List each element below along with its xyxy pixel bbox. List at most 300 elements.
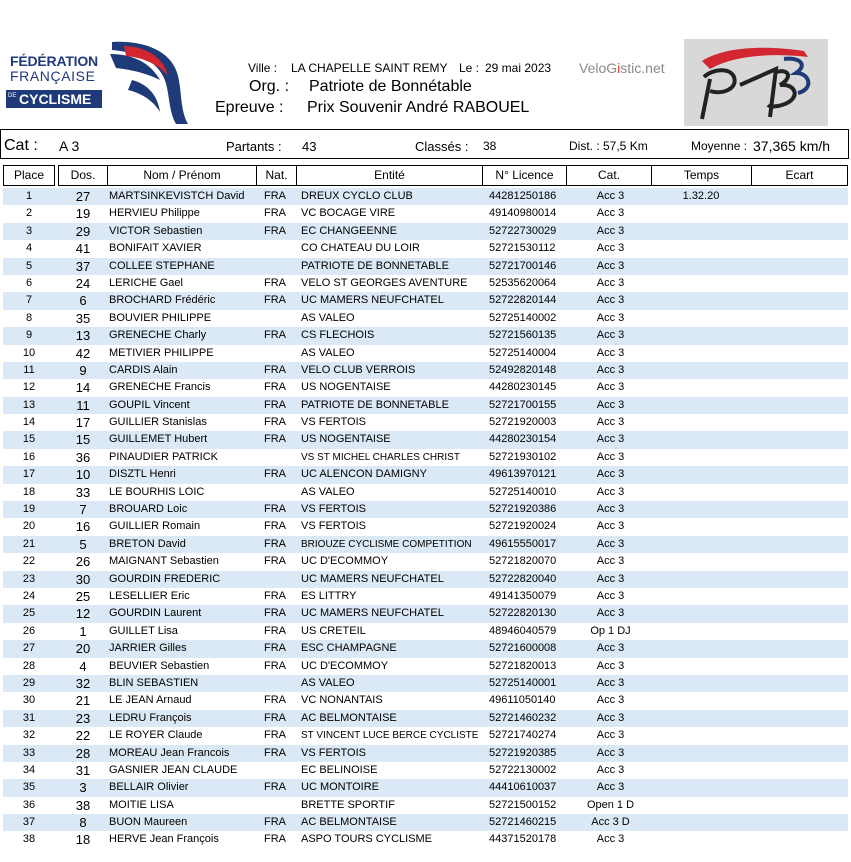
cell-licence-number: 52721500152 [489, 798, 557, 811]
cell-category: Acc 3 [596, 433, 625, 446]
table-row [3, 362, 848, 379]
ffc-swoosh-icon [102, 40, 192, 126]
col-time: Temps [651, 165, 752, 186]
cell-place: 1 [25, 190, 33, 202]
cell-bib-number: 19 [75, 206, 91, 222]
cell-nationality: FRA [264, 537, 286, 550]
cell-nationality: FRA [264, 381, 286, 394]
cell-nationality: FRA [264, 781, 286, 794]
pb-monogram-icon [684, 39, 828, 126]
cell-nationality: FRA [264, 294, 286, 307]
cell-bib-number: 6 [79, 293, 87, 309]
cell-category: Acc 3 [596, 381, 625, 394]
cell-bib-number: 26 [75, 554, 91, 570]
table-row [3, 449, 848, 466]
cell-nationality: FRA [264, 329, 286, 342]
col-licence: N° Licence [482, 165, 567, 186]
cell-club: AS VALEO [301, 346, 355, 359]
cell-club: US CRETEIL [301, 624, 366, 637]
cell-rider-name: GOURDIN Laurent [109, 607, 202, 620]
cell-nationality: FRA [264, 833, 286, 846]
cell-bib-number: 17 [75, 415, 91, 431]
cell-rider-name: METIVIER PHILIPPE [109, 346, 214, 359]
cell-category: Acc 3 [596, 520, 625, 533]
cell-bib-number: 1 [79, 623, 87, 639]
cell-bib-number: 35 [75, 310, 91, 326]
cell-bib-number: 14 [75, 380, 91, 396]
cell-club: BRIOUZE CYCLISME COMPETITION [301, 538, 472, 550]
velogistic-brand [579, 60, 665, 76]
cell-category: Acc 3 [596, 537, 625, 550]
cell-licence-number: 49611050140 [489, 694, 556, 707]
partants-label: Partants : [226, 139, 282, 154]
classes-label: Classés : [415, 139, 469, 154]
cell-nationality: FRA [264, 816, 286, 829]
cell-place: 25 [22, 607, 36, 620]
cell-club: AC BELMONTAISE [301, 711, 397, 724]
cell-place: 13 [22, 398, 36, 411]
cell-club: ASPO TOURS CYCLISME [301, 833, 433, 846]
cell-licence-number: 52721460215 [489, 816, 557, 829]
cell-nationality: FRA [264, 276, 286, 289]
table-row [3, 553, 848, 570]
cell-club: UC MAMERS NEUFCHATEL [301, 294, 444, 307]
cell-place: 14 [22, 416, 36, 429]
table-row [3, 292, 848, 309]
cell-category: Acc 3 [596, 833, 625, 846]
cell-place: 6 [25, 276, 33, 289]
cell-rider-name: LERICHE Gael [109, 276, 183, 289]
cell-licence-number: 48946040579 [489, 624, 557, 637]
cell-licence-number: 52721530112 [489, 242, 556, 255]
cell-category: Acc 3 [596, 711, 625, 724]
cat-value: A 3 [59, 138, 80, 154]
cell-club: DREUX CYCLO CLUB [301, 190, 413, 202]
results-table-body [3, 188, 848, 849]
cell-rider-name: GRENECHE Charly [109, 329, 207, 342]
cell-bib-number: 25 [75, 588, 91, 604]
cell-licence-number: 52721700146 [489, 259, 557, 272]
cell-rider-name: BEUVIER Sebastien [109, 659, 210, 672]
table-row [3, 518, 848, 535]
cell-club: ESC CHAMPAGNE [301, 642, 397, 655]
table-row [3, 345, 848, 362]
cell-bib-number: 24 [75, 275, 91, 291]
cell-rider-name: LE ROYER Claude [109, 729, 203, 742]
cell-bib-number: 9 [79, 362, 87, 378]
cell-nationality: FRA [264, 589, 286, 602]
cell-licence-number: 49613970121 [489, 468, 557, 481]
cell-club: VS FERTOIS [301, 503, 367, 516]
cell-licence-number: 44410610037 [489, 781, 557, 794]
cell-category: Acc 3 [596, 450, 625, 463]
cell-category: Acc 3 [596, 746, 625, 759]
cell-category: Acc 3 [596, 242, 625, 255]
patriote-bonnetable-logo [684, 39, 828, 126]
cell-place: 12 [22, 381, 36, 394]
cell-club: UC MAMERS NEUFCHATEL [301, 572, 444, 585]
cell-category: Acc 3 [596, 572, 625, 585]
cell-category: Acc 3 [596, 694, 625, 707]
cell-club: VC NONANTAIS [301, 694, 383, 707]
table-row [3, 762, 848, 779]
logo-line2: FRANÇAISE [10, 68, 96, 84]
cell-place: 24 [22, 589, 36, 602]
table-row [3, 466, 848, 483]
cell-bib-number: 11 [76, 397, 90, 413]
cell-licence-number: 52722820040 [489, 572, 557, 585]
cell-club: EC BELINOISE [301, 763, 378, 776]
table-row [3, 623, 848, 640]
cell-licence-number: 52722820144 [489, 294, 557, 307]
cell-bib-number: 37 [75, 258, 91, 274]
cell-club: US NOGENTAISE [301, 381, 391, 394]
col-cat: Cat. [566, 165, 652, 186]
table-row [3, 692, 848, 709]
cell-bib-number: 27 [75, 189, 91, 204]
cell-bib-number: 20 [75, 641, 91, 657]
cell-club: UC MONTOIRE [301, 781, 380, 794]
cell-place: 2 [25, 207, 33, 220]
cell-licence-number: 49140980014 [489, 207, 557, 220]
cell-place: 3 [25, 224, 33, 237]
cell-rider-name: CARDIS Alain [109, 363, 178, 376]
cell-rider-name: GUILLEMET Hubert [109, 433, 208, 446]
cell-category: Acc 3 [596, 329, 625, 342]
table-row [3, 397, 848, 414]
table-row [3, 814, 848, 831]
cell-bib-number: 42 [75, 345, 91, 361]
cell-place: 28 [22, 659, 36, 672]
cell-club: VS FERTOIS [301, 520, 367, 533]
cell-nationality: FRA [264, 694, 286, 707]
cell-rider-name: GASNIER JEAN CLAUDE [109, 763, 238, 776]
org-value: Patriote de Bonnétable [309, 78, 472, 95]
cell-bib-number: 36 [75, 449, 91, 465]
table-row [3, 379, 848, 396]
cell-nationality: FRA [264, 503, 286, 516]
col-nat: Nat. [256, 165, 297, 186]
cell-category: Op 1 DJ [590, 624, 631, 637]
cell-rider-name: GOURDIN FREDERIC [109, 572, 221, 585]
table-row [3, 745, 848, 762]
table-row [3, 779, 848, 796]
cell-nationality: FRA [264, 555, 286, 568]
col-name: Nom / Prénom [107, 165, 257, 186]
cell-category: Acc 3 [596, 416, 625, 429]
cell-bib-number: 7 [79, 502, 87, 518]
cell-licence-number: 52721820070 [489, 555, 557, 568]
cell-nationality: FRA [264, 207, 286, 220]
cell-club: PATRIOTE DE BONNETABLE [301, 398, 449, 411]
cell-nationality: FRA [264, 624, 286, 637]
ville-value: LA CHAPELLE SAINT REMY [291, 61, 448, 75]
org-label: Org. : [249, 78, 290, 95]
cell-licence-number: 52721700155 [489, 398, 557, 411]
logo-line1: FÉDÉRATION [10, 53, 98, 69]
cell-rider-name: JARRIER Gilles [109, 642, 187, 655]
cell-place: 5 [25, 259, 33, 272]
cell-place: 17 [22, 468, 36, 481]
cell-place: 15 [22, 433, 36, 446]
cell-category: Acc 3 [596, 468, 625, 481]
cell-nationality: FRA [264, 224, 286, 237]
brand-part2: i [617, 60, 621, 76]
cell-licence-number: 49141350079 [489, 589, 557, 602]
cell-club: VS FERTOIS [301, 416, 367, 429]
cell-bib-number: 28 [75, 745, 91, 761]
cell-place: 23 [22, 572, 36, 585]
logo-line3-prefix: DE [8, 93, 17, 99]
cell-bib-number: 38 [75, 797, 91, 813]
cell-category: Open 1 D [586, 798, 635, 811]
table-row [3, 188, 848, 205]
cell-nationality: FRA [264, 642, 286, 655]
cell-place: 7 [25, 294, 33, 307]
cell-place: 19 [22, 503, 36, 516]
cell-place: 33 [22, 746, 36, 759]
cell-rider-name: LESELLIER Eric [109, 589, 190, 602]
cell-rider-name: HERVE Jean François [109, 833, 219, 846]
cell-category: Acc 3 [596, 659, 625, 672]
cell-licence-number: 52721920024 [489, 520, 557, 533]
cell-bib-number: 13 [75, 328, 91, 344]
cell-club: UC ALENCON DAMIGNY [301, 468, 427, 481]
cell-bib-number: 5 [79, 536, 87, 552]
cell-nationality: FRA [264, 398, 286, 411]
table-row [3, 675, 848, 692]
cell-licence-number: 52721820013 [489, 659, 557, 672]
cell-rider-name: BUON Maureen [109, 816, 188, 829]
cell-category: Acc 3 [596, 207, 625, 220]
cell-rider-name: LE JEAN Arnaud [109, 694, 192, 707]
cell-category: Acc 3 [596, 485, 625, 498]
table-row [3, 588, 848, 605]
table-row [3, 605, 848, 622]
cell-place: 8 [25, 311, 33, 324]
cell-category: Acc 3 [596, 398, 625, 411]
cell-category: Acc 3 [596, 781, 625, 794]
cell-place: 11 [23, 363, 35, 376]
cell-club: VELO ST GEORGES AVENTURE [301, 276, 468, 289]
cell-club: EC CHANGEENNE [301, 224, 397, 237]
cell-place: 22 [22, 555, 36, 568]
cell-licence-number: 52721920385 [489, 746, 557, 759]
cell-place: 29 [22, 676, 36, 689]
table-row [3, 414, 848, 431]
cell-category: Acc 3 [596, 555, 625, 568]
cell-club: AS VALEO [301, 676, 355, 689]
cell-category: Acc 3 [596, 346, 625, 359]
cell-rider-name: GOUPIL Vincent [109, 398, 190, 411]
cell-licence-number: 52725140002 [489, 311, 557, 324]
cell-bib-number: 31 [75, 762, 91, 778]
cell-bib-number: 18 [75, 832, 91, 848]
cell-place: 10 [22, 346, 36, 359]
cell-category: Acc 3 [596, 676, 625, 689]
cell-nationality: FRA [264, 416, 286, 429]
cell-rider-name: HERVIEU Philippe [109, 207, 200, 220]
cell-rider-name: GUILLIER Stanislas [109, 416, 207, 429]
table-row [3, 431, 848, 448]
table-row [3, 536, 848, 553]
cell-rider-name: BOUVIER PHILIPPE [109, 311, 212, 324]
cell-place: 26 [22, 624, 36, 637]
cell-place: 37 [22, 816, 36, 829]
cell-nationality: FRA [264, 746, 286, 759]
results-table-header [3, 165, 848, 186]
cat-label: Cat : [4, 137, 38, 154]
cell-club: US NOGENTAISE [301, 433, 391, 446]
cell-licence-number: 44280230145 [489, 381, 557, 394]
cell-bib-number: 33 [75, 484, 91, 500]
cell-licence-number: 52721930102 [489, 450, 557, 463]
cell-rider-name: BRETON David [109, 537, 186, 550]
cell-bib-number: 15 [75, 432, 91, 448]
table-row [3, 658, 848, 675]
ffc-logo [6, 40, 191, 126]
table-row [3, 275, 848, 292]
cell-place: 21 [22, 537, 36, 550]
cell-club: PATRIOTE DE BONNETABLE [301, 259, 449, 272]
brand-part1: VeloG [579, 60, 618, 76]
cell-licence-number: 49615550017 [489, 537, 557, 550]
cell-nationality: FRA [264, 711, 286, 724]
cell-category: Acc 3 [596, 503, 625, 516]
cell-time: 1.32.20 [682, 190, 720, 202]
cell-bib-number: 32 [75, 675, 91, 691]
table-row [3, 640, 848, 657]
cell-club: VS FERTOIS [301, 746, 367, 759]
cell-place: 30 [22, 694, 36, 707]
table-row [3, 501, 848, 518]
cell-rider-name: GRENECHE Francis [109, 381, 211, 394]
cell-category: Acc 3 [596, 589, 625, 602]
cell-place: 18 [22, 485, 36, 498]
cell-place: 9 [25, 329, 33, 342]
epreuve-value: Prix Souvenir André RABOUEL [307, 99, 530, 116]
cell-club: VS ST MICHEL CHARLES CHRIST [301, 451, 460, 463]
cell-rider-name: BLIN SEBASTIEN [109, 676, 199, 689]
cell-rider-name: COLLEE STEPHANE [109, 259, 215, 272]
cell-bib-number: 12 [75, 606, 91, 622]
cell-bib-number: 30 [75, 571, 91, 587]
cell-club: CS FLECHOIS [301, 329, 375, 342]
cell-club: VELO CLUB VERROIS [301, 363, 416, 376]
cell-club: AS VALEO [301, 485, 355, 498]
table-row [3, 831, 848, 848]
cell-rider-name: MOITIE LISA [109, 798, 174, 811]
cell-club: UC MAMERS NEUFCHATEL [301, 607, 444, 620]
moyenne-value: 37,365 km/h [753, 138, 831, 154]
cell-club: ST VINCENT LUCE BERCE CYCLISTE [301, 730, 479, 742]
brand-part3: stic.net [620, 60, 665, 76]
cell-licence-number: 52721920003 [489, 416, 557, 429]
table-row [3, 258, 848, 275]
table-row [3, 223, 848, 240]
classes-value: 38 [483, 139, 497, 153]
cell-rider-name: GUILLET Lisa [109, 624, 178, 637]
col-dos: Dos. [58, 165, 108, 186]
cell-category: Acc 3 [596, 294, 625, 307]
cell-rider-name: MARTSINKEVISTCH David [109, 190, 245, 202]
cell-licence-number: 52721600008 [489, 642, 557, 655]
cell-rider-name: LEDRU François [109, 711, 192, 724]
cell-category: Acc 3 [596, 607, 625, 620]
cell-category: Acc 3 [596, 763, 625, 776]
cell-licence-number: 52721740274 [489, 729, 557, 742]
date-value: 29 mai 2023 [485, 61, 552, 75]
cell-rider-name: DISZTL Henri [109, 468, 176, 481]
cell-nationality: FRA [264, 468, 286, 481]
cell-place: 34 [22, 763, 36, 776]
cell-rider-name: BROUARD Loic [109, 503, 188, 516]
cell-licence-number: 52721560135 [489, 329, 557, 342]
cell-category: Acc 3 [596, 642, 625, 655]
cell-place: 16 [22, 450, 36, 463]
cell-category: Acc 3 [596, 729, 625, 742]
cell-licence-number: 52725140001 [489, 676, 557, 689]
table-row [3, 710, 848, 727]
cell-licence-number: 52722730029 [489, 224, 557, 237]
cell-category: Acc 3 [596, 190, 625, 202]
cell-club: AS VALEO [301, 311, 355, 324]
table-row [3, 205, 848, 222]
cell-licence-number: 44280230154 [489, 433, 557, 446]
cell-rider-name: MAIGNANT Sebastien [109, 555, 219, 568]
cell-bib-number: 8 [79, 815, 87, 831]
cell-place: 38 [22, 833, 36, 846]
cell-club: BRETTE SPORTIF [301, 798, 395, 811]
cell-licence-number: 52725140004 [489, 346, 557, 359]
ville-label: Ville : [248, 61, 278, 75]
cell-licence-number: 52722130002 [489, 763, 557, 776]
col-gap: Ecart [751, 165, 848, 186]
table-row [3, 327, 848, 344]
cell-category: Acc 3 D [591, 816, 630, 829]
cell-bib-number: 23 [75, 710, 91, 726]
cell-bib-number: 22 [75, 728, 91, 744]
cell-nationality: FRA [264, 520, 286, 533]
col-place: Place [3, 165, 55, 186]
cell-category: Acc 3 [596, 276, 625, 289]
cell-rider-name: BONIFAIT XAVIER [109, 242, 202, 255]
table-row [3, 727, 848, 744]
cell-rider-name: MOREAU Jean Francois [109, 746, 230, 759]
cell-place: 4 [25, 242, 33, 255]
cell-nationality: FRA [264, 659, 286, 672]
cell-club: CO CHATEAU DU LOIR [301, 242, 420, 255]
cell-place: 31 [22, 711, 36, 724]
cell-nationality: FRA [264, 433, 286, 446]
cell-club: UC D'ECOMMOY [301, 659, 389, 672]
cell-licence-number: 52535620064 [489, 276, 557, 289]
cell-rider-name: LE BOURHIS LOIC [109, 485, 205, 498]
distance: Dist. : 57,5 Km [569, 139, 648, 153]
cell-place: 35 [22, 781, 36, 794]
cell-nationality: FRA [264, 729, 286, 742]
cell-rider-name: BELLAIR Olivier [109, 781, 189, 794]
epreuve-label: Epreuve : [215, 99, 284, 116]
cell-category: Acc 3 [596, 363, 625, 376]
cell-bib-number: 41 [75, 241, 91, 257]
cell-rider-name: BROCHARD Frédéric [109, 294, 216, 307]
cell-place: 20 [22, 520, 36, 533]
cell-bib-number: 29 [75, 223, 91, 239]
race-info-bar [0, 129, 849, 159]
table-row [3, 484, 848, 501]
cell-place: 27 [22, 642, 36, 655]
